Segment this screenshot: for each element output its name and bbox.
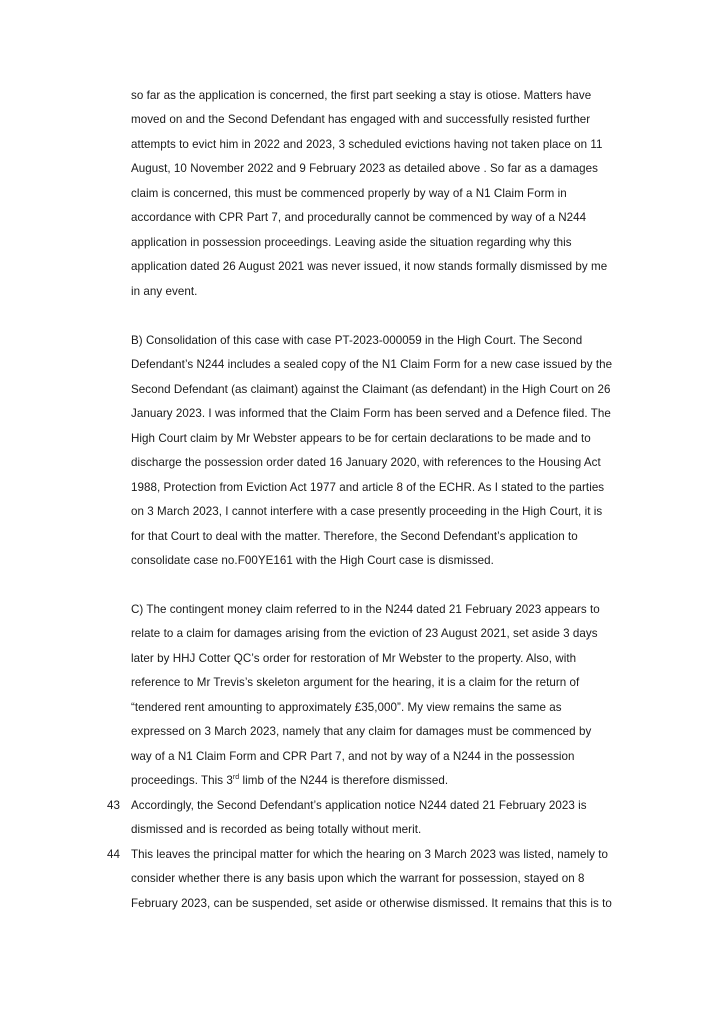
text-line: consolidate case no.F00YE161 with the High Court case is dismissed. <box>131 554 494 567</box>
text-line: B) Consolidation of this case with case PT-2023-000059 in the High Court. The Second <box>131 334 583 347</box>
text-line: later by HHJ Cotter QC’s order for restoration of Mr Webster to the property. Also, with <box>131 652 577 665</box>
text-line: application dated 26 August 2021 was never issued, it now stands formally dismissed by me <box>131 260 608 273</box>
text-line: Defendant’s N244 includes a sealed copy of the N1 Claim Form for a new case issued by the <box>131 358 613 371</box>
text-line: dismissed and is recorded as being totally without merit. <box>131 823 422 836</box>
text-fragment: proceedings. This 3 <box>131 774 233 787</box>
text-line: Accordingly, the Second Defendant’s application notice N244 dated 21 February 2023 is <box>131 799 587 812</box>
text-fragment: limb of the N244 is therefore dismissed. <box>239 774 449 787</box>
text-line: accordance with CPR Part 7, and procedurally cannot be commenced by way of a N244 <box>131 211 587 224</box>
text-line: Second Defendant (as claimant) against the Claimant (as defendant) in the High Court on 26 <box>131 383 611 396</box>
text-line: expressed on 3 March 2023, namely that any claim for damages must be commenced by <box>131 725 592 738</box>
text-line: February 2023, can be suspended, set aside or otherwise dismissed. It remains that this is to <box>131 897 612 910</box>
text-line: reference to Mr Trevis’s skeleton argument for the hearing, it is a claim for the return of <box>131 676 580 689</box>
text-line: January 2023. I was informed that the Claim Form has been served and a Defence filed. The <box>131 407 611 420</box>
text-line: This leaves the principal matter for which the hearing on 3 March 2023 was listed, namely to <box>131 848 608 861</box>
text-line: consider whether there is any basis upon which the warrant for possession, stayed on 8 <box>131 872 585 885</box>
text-line: discharge the possession order dated 16 January 2020, with references to the Housing Act <box>131 456 601 469</box>
paragraph-number: 43 <box>107 799 120 812</box>
text-line: on 3 March 2023, I cannot interfere with a case presently proceeding in the High Court, it is <box>131 505 603 518</box>
text-line: August, 10 November 2022 and 9 February 2023 as detailed above . So far as a damages <box>131 162 598 175</box>
text-line: moved on and the Second Defendant has engaged with and successfully resisted further <box>131 113 591 126</box>
text-line: claim is concerned, this must be commenced properly by way of a N1 Claim Form in <box>131 187 567 200</box>
text-line: in any event. <box>131 285 198 298</box>
paragraph-number: 44 <box>107 848 120 861</box>
text-line: C) The contingent money claim referred to in the N244 dated 21 February 2023 appears to <box>131 603 600 616</box>
text-line: for that Court to deal with the matter. Therefore, the Second Defendant’s application to <box>131 530 578 543</box>
text-line: 1988, Protection from Eviction Act 1977 and article 8 of the ECHR. As I stated to the parties <box>131 481 605 494</box>
ordinal-superscript: rd <box>232 774 240 781</box>
text-line: relate to a claim for damages arising from the eviction of 23 August 2021, set aside 3 days <box>131 627 598 640</box>
text-line: High Court claim by Mr Webster appears to be for certain declarations to be made and to <box>131 432 591 445</box>
text-line <box>131 773 448 789</box>
text-line: application in possession proceedings. Leaving aside the situation regarding why this <box>131 236 572 249</box>
text-line: so far as the application is concerned, the first part seeking a stay is otiose. Matters have <box>131 89 592 102</box>
text-line: attempts to evict him in 2022 and 2023, 3 scheduled evictions having not taken place on 11 <box>131 138 603 151</box>
text-line: “tendered rent amounting to approximately £35,000”. My view remains the same as <box>131 701 562 714</box>
text-line: way of a N1 Claim Form and CPR Part 7, and not by way of a N244 in the possession <box>131 750 575 763</box>
